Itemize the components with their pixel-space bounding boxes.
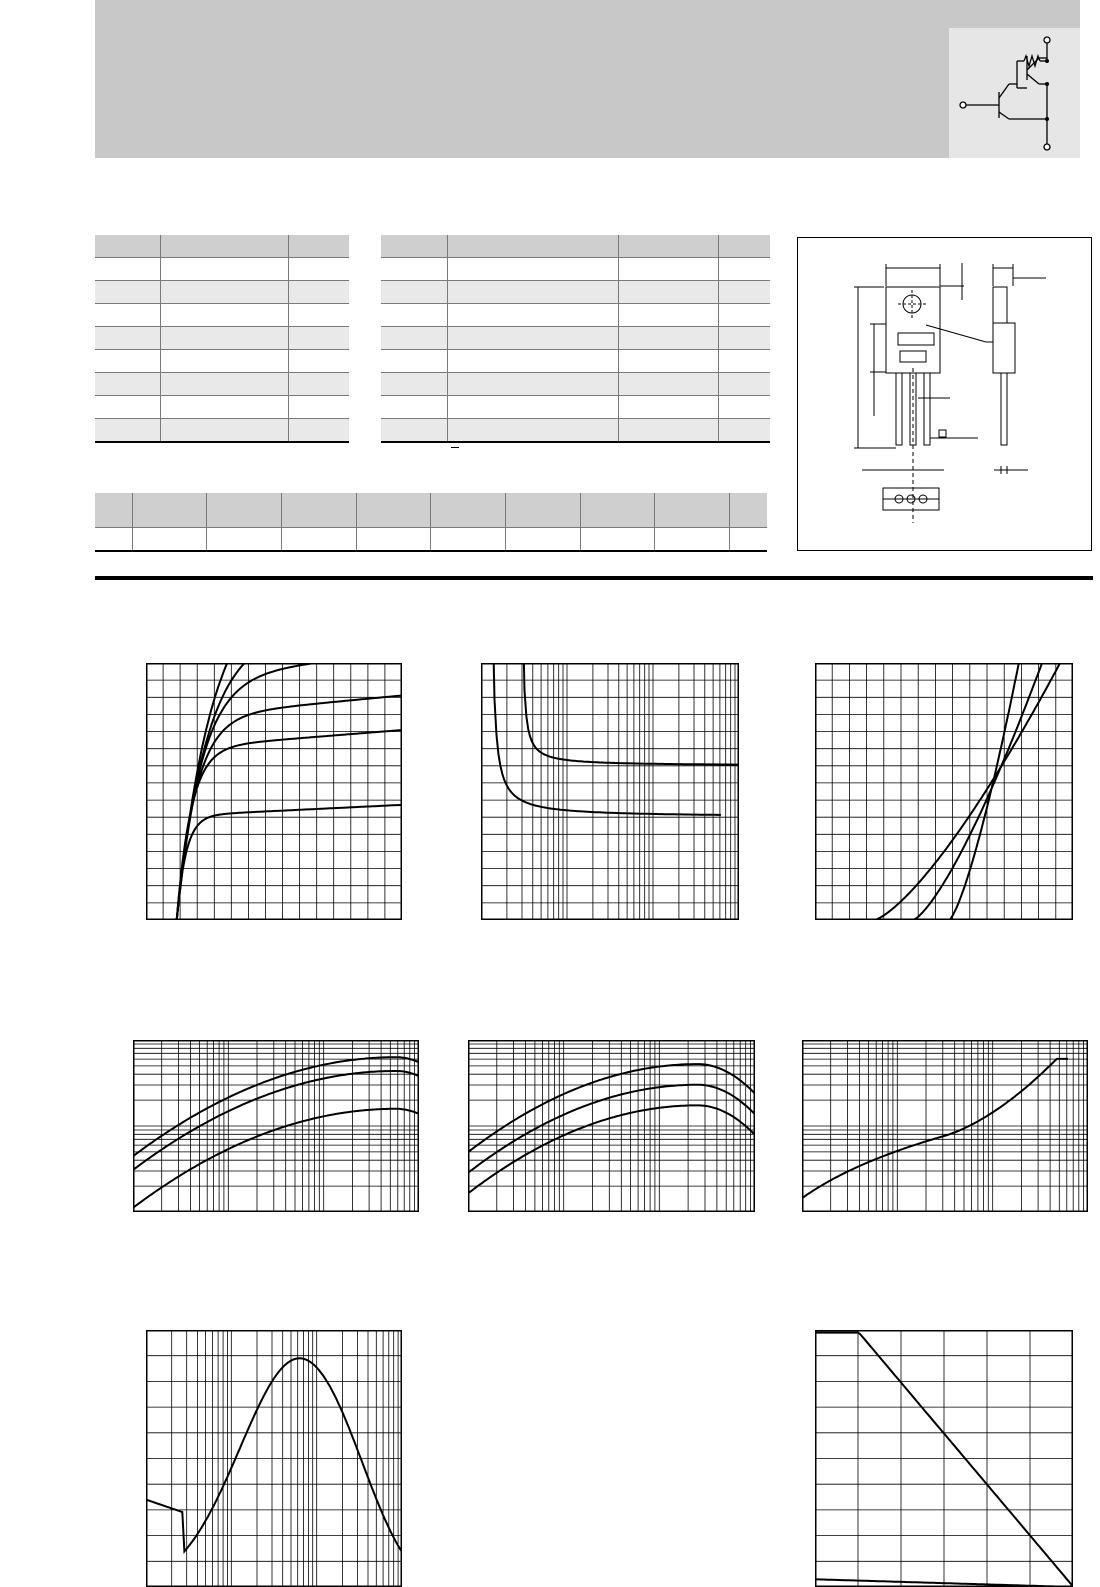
chart-5 — [468, 1040, 755, 1212]
table-row — [95, 304, 349, 327]
table-row — [95, 350, 349, 373]
table-row — [95, 258, 349, 281]
table-row — [95, 281, 349, 304]
chart-4 — [133, 1040, 419, 1212]
chart-grid — [802, 1040, 1088, 1212]
series-line-3 — [468, 1105, 755, 1193]
chart-grid — [815, 1330, 1073, 1587]
table-row — [381, 396, 770, 419]
table-row — [381, 419, 770, 443]
series-line-1 — [146, 1358, 402, 1552]
table-row — [95, 327, 349, 350]
series-line-6 — [169, 663, 402, 920]
table-row — [381, 350, 770, 373]
series-line-3 — [133, 1109, 419, 1208]
series-line-4 — [169, 663, 402, 920]
table-row — [381, 235, 770, 258]
table-row — [95, 235, 349, 258]
circuit-symbol — [949, 28, 1080, 158]
package-table — [95, 493, 767, 552]
series-line-2 — [133, 1071, 419, 1170]
header-band — [95, 0, 1080, 158]
chart-grid — [146, 663, 402, 920]
table-row — [95, 493, 767, 528]
table-row — [381, 373, 770, 396]
table-row — [95, 396, 349, 419]
table-row — [95, 419, 349, 443]
footnote-mark — [451, 447, 459, 448]
ratings-table — [95, 235, 349, 443]
series-line-1 — [802, 1059, 1068, 1198]
chart-frame — [482, 664, 739, 920]
series-line-1 — [874, 663, 1073, 920]
table-row — [381, 327, 770, 350]
chart-1 — [146, 663, 402, 920]
series-line-2 — [517, 663, 739, 765]
chart-3 — [815, 663, 1073, 920]
section-divider — [95, 576, 1093, 580]
table-row — [381, 258, 770, 281]
chart-7 — [146, 1330, 402, 1587]
chart-frame — [147, 664, 402, 920]
series-line-3 — [169, 696, 402, 921]
chart-2 — [481, 663, 739, 920]
table-row — [381, 281, 770, 304]
series-line-5 — [169, 663, 402, 920]
chart-8 — [815, 1330, 1073, 1587]
table-row — [381, 304, 770, 327]
characteristics-table — [381, 235, 770, 443]
package-outline — [797, 237, 1092, 551]
series-line-2 — [169, 730, 402, 920]
chart-6 — [802, 1040, 1088, 1212]
chart-grid — [481, 663, 739, 920]
series-line-2 — [468, 1085, 755, 1173]
table-row — [95, 373, 349, 396]
table-row — [95, 528, 767, 552]
